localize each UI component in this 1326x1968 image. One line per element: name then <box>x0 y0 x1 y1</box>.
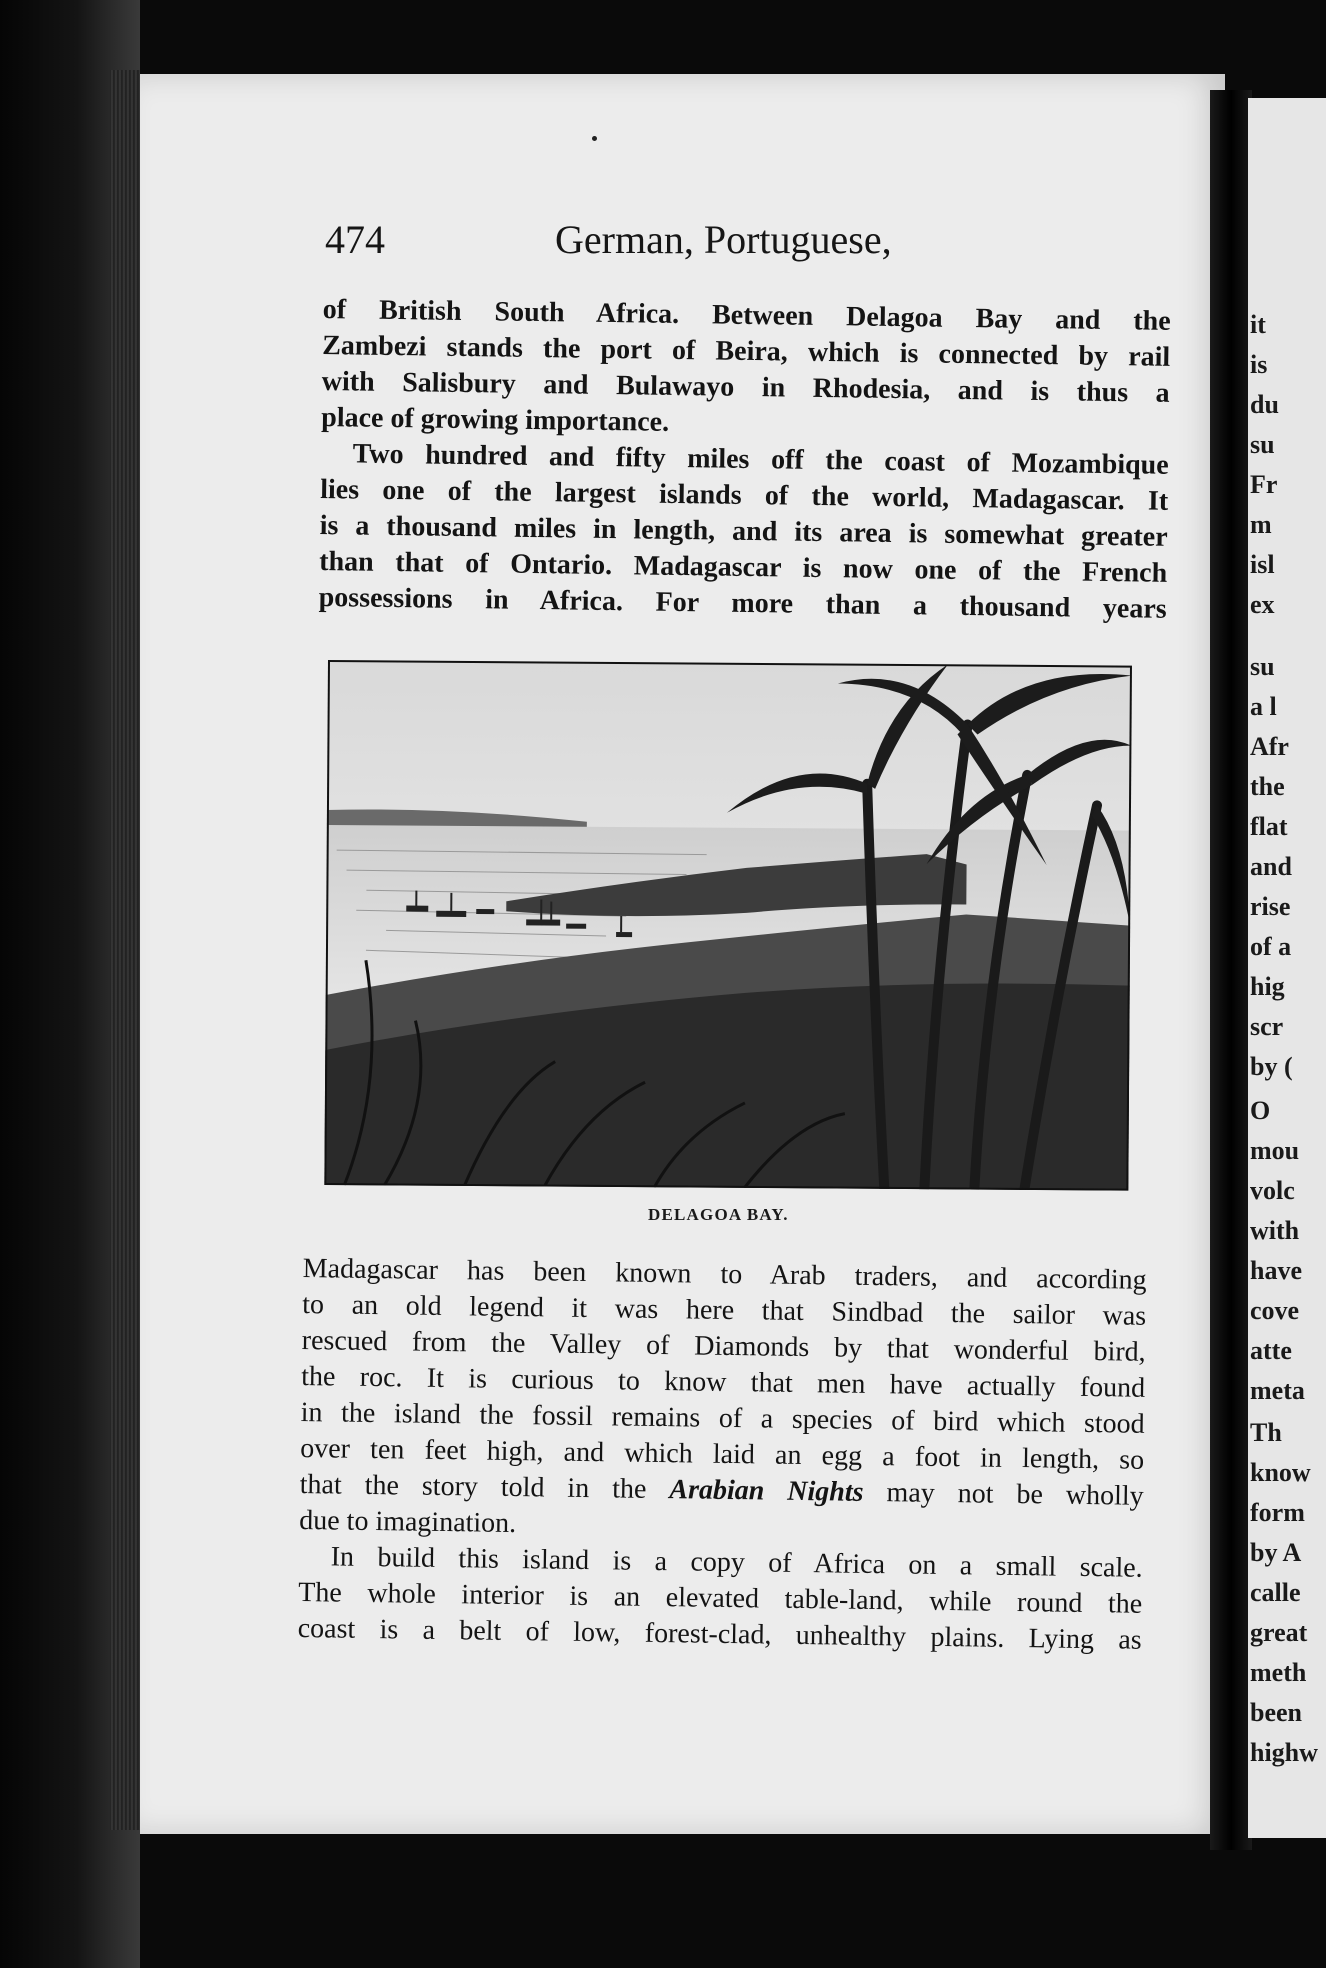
facing-page-fragment: du <box>1250 390 1279 419</box>
running-head <box>325 216 965 266</box>
book-gutter <box>1210 90 1252 1850</box>
facing-page-fragment: Th <box>1250 1418 1282 1447</box>
facing-page-fragment: hig <box>1250 972 1285 1001</box>
facing-page-fragment: calle <box>1250 1578 1301 1607</box>
text-line: Two hundred and fifty miles off the coast of Mozambique <box>352 438 1169 481</box>
text-line: in the island the fossil remains of a species of bird which stood <box>300 1396 1145 1440</box>
facing-page-fragment: atte <box>1250 1336 1292 1365</box>
facing-page-fragment: O <box>1250 1096 1271 1125</box>
text-line: place of growing importance. <box>321 401 670 438</box>
facing-page-fragment: isl <box>1250 550 1275 579</box>
facing-page-fragment: cove <box>1250 1296 1300 1325</box>
text-line: Zambezi stands the port of Beira, which is connected by rail <box>322 329 1171 373</box>
text-line: to an old legend it was here that Sindbad the sailor was <box>302 1288 1147 1332</box>
body-text-top <box>318 292 1170 628</box>
text-segment: that the story told in the <box>299 1468 647 1505</box>
facing-page-fragment: su <box>1250 652 1275 681</box>
text-line: coast is a belt of low, forest-clad, unhealthy plains. Lying as <box>297 1612 1142 1656</box>
body-text-bottom <box>297 1251 1146 1659</box>
facing-page-fragment: Afr <box>1250 732 1289 761</box>
facing-page-fragment: su <box>1250 430 1275 459</box>
running-head-title: German, Portuguese, <box>555 217 892 262</box>
text-line: The whole interior is an elevated table-land, while round the <box>298 1576 1143 1620</box>
text-line: possessions in Africa. For more than a thousand years <box>318 581 1167 625</box>
text-line: than that of Ontario. Madagascar is now one of the French <box>319 545 1168 589</box>
text-line: with Salisbury and Bulawayo in Rhodesia, and is thus a <box>321 365 1170 409</box>
facing-page-fragment: highw <box>1250 1738 1318 1767</box>
facing-page-fragment: form <box>1250 1498 1305 1527</box>
figure-caption: DELAGOA BAY. <box>648 1205 789 1224</box>
delagoa-bay-illustration <box>324 660 1132 1191</box>
facing-page-fragment: been <box>1250 1698 1302 1727</box>
book-title-arabian-nights: Arabian Nights <box>669 1474 864 1508</box>
text-line: due to imagination. <box>299 1504 517 1540</box>
facing-page <box>1248 98 1326 1838</box>
print-speck <box>592 136 597 141</box>
facing-page-fragment: and <box>1250 852 1292 881</box>
facing-page-fragment: know <box>1250 1458 1311 1487</box>
facing-page-fragment: have <box>1250 1256 1302 1285</box>
text-line: over ten feet high, and which laid an egg a foot in length, so <box>300 1432 1145 1476</box>
text-line: rescued from the Valley of Diamonds by that wonderful bird, <box>301 1324 1146 1368</box>
facing-page-fragment: by A <box>1250 1538 1302 1567</box>
text-segment: may not be wholly <box>886 1477 1144 1512</box>
facing-page-fragment: a l <box>1250 692 1277 721</box>
text-line: In build this island is a copy of Africa on a small scale. <box>330 1541 1143 1584</box>
page-edges <box>110 70 140 1830</box>
facing-page-fragment: rise <box>1250 892 1291 921</box>
facing-page-fragment: scr <box>1250 1012 1284 1041</box>
text-line: is a thousand miles in length, and its area is somewhat greater <box>319 509 1168 553</box>
facing-page-fragment: great <box>1250 1618 1308 1647</box>
text-line: of British South Africa. Between Delagoa Bay and the <box>322 293 1171 337</box>
facing-page-fragment: by ( <box>1250 1052 1293 1081</box>
text-line: the roc. It is curious to know that men have actually found <box>301 1360 1146 1404</box>
facing-page-fragment: mou <box>1250 1136 1300 1165</box>
facing-page-fragment: meth <box>1250 1658 1307 1687</box>
facing-page-fragment: with <box>1250 1216 1300 1245</box>
facing-page-fragment: ex <box>1250 590 1275 619</box>
facing-page-fragment: flat <box>1250 812 1288 841</box>
text-line: lies one of the largest islands of the world, Madagascar. It <box>320 473 1169 517</box>
facing-page-fragment: m <box>1250 510 1272 539</box>
facing-page-fragment: it <box>1250 310 1266 339</box>
facing-page-fragment: of a <box>1250 932 1292 961</box>
page-number: 474 <box>325 217 385 262</box>
facing-page-fragment: the <box>1250 772 1285 801</box>
text-line: Madagascar has been known to Arab traders, and according <box>302 1252 1147 1296</box>
facing-page-fragment: is <box>1250 350 1268 379</box>
facing-page-fragment: Fr <box>1250 470 1278 499</box>
facing-page-fragment: meta <box>1250 1376 1305 1405</box>
facing-page-fragment: volc <box>1250 1176 1295 1205</box>
